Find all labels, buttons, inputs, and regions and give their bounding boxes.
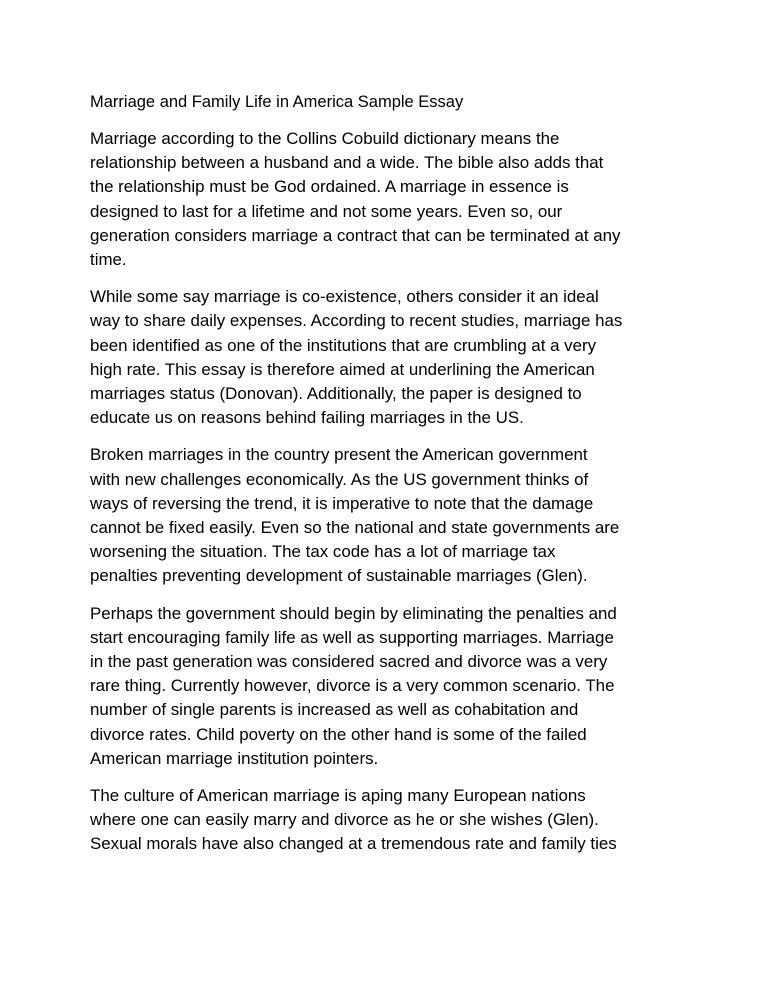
text-line: While some say marriage is co-existence, others consider it an ideal [90, 287, 599, 307]
text-line: in the past generation was considered sacred and divorce was a very [90, 652, 608, 672]
text-line: start encouraging family life as well as supporting marriages. Marriage [90, 627, 614, 647]
text-line: divorce rates. Child poverty on the other hand is some of the failed [90, 724, 587, 744]
text-line: been identified as one of the institutions that are crumbling at a very [90, 335, 597, 355]
text-line: educate us on reasons behind failing marriages in the US. [90, 408, 524, 428]
text-line: rare thing. Currently however, divorce is a very common scenario. The [90, 676, 615, 696]
text-line: Sexual morals have also changed at a tremendous rate and family ties [90, 834, 617, 854]
text-line: American marriage institution pointers. [90, 748, 379, 768]
text-line: where one can easily marry and divorce as he or she wishes (Glen). [90, 810, 599, 830]
text-line: penalties preventing development of sustainable marriages (Glen). [90, 566, 588, 586]
text-line: Perhaps the government should begin by eliminating the penalties and [90, 603, 617, 623]
paragraph-3 [90, 443, 690, 588]
document-body [90, 91, 690, 870]
paragraph-5 [90, 784, 690, 857]
text-line: with new challenges economically. As the US government thinks of [90, 469, 589, 489]
text-line: marriages status (Donovan). Additionally, the paper is designed to [90, 384, 582, 404]
text-line: time. [90, 250, 127, 270]
text-line: generation considers marriage a contract that can be terminated at any [90, 225, 621, 245]
text-line: number of single parents is increased as well as cohabitation and [90, 700, 579, 720]
paragraph-1 [90, 127, 690, 272]
paragraph-2 [90, 285, 690, 430]
text-line: worsening the situation. The tax code has a lot of marriage tax [90, 542, 556, 562]
paragraph-4 [90, 602, 690, 771]
text-line: designed to last for a lifetime and not some years. Even so, our [90, 201, 563, 221]
document-title: Marriage and Family Life in America Sample Essay [90, 93, 464, 111]
paragraph-list [90, 127, 690, 857]
text-line: Broken marriages in the country present the American government [90, 445, 588, 465]
text-line: the relationship must be God ordained. A marriage in essence is [90, 177, 569, 197]
text-line: cannot be fixed easily. Even so the national and state governments are [90, 518, 620, 538]
text-line: relationship between a husband and a wide. The bible also adds that [90, 153, 604, 173]
text-line: The culture of American marriage is aping many European nations [90, 786, 586, 806]
text-line: way to share daily expenses. According to recent studies, marriage has [90, 311, 623, 331]
text-line: Marriage according to the Collins Cobuild dictionary means the [90, 129, 560, 148]
text-line: ways of reversing the trend, it is imperative to note that the damage [90, 493, 594, 513]
text-line: high rate. This essay is therefore aimed at underlining the American [90, 359, 595, 379]
